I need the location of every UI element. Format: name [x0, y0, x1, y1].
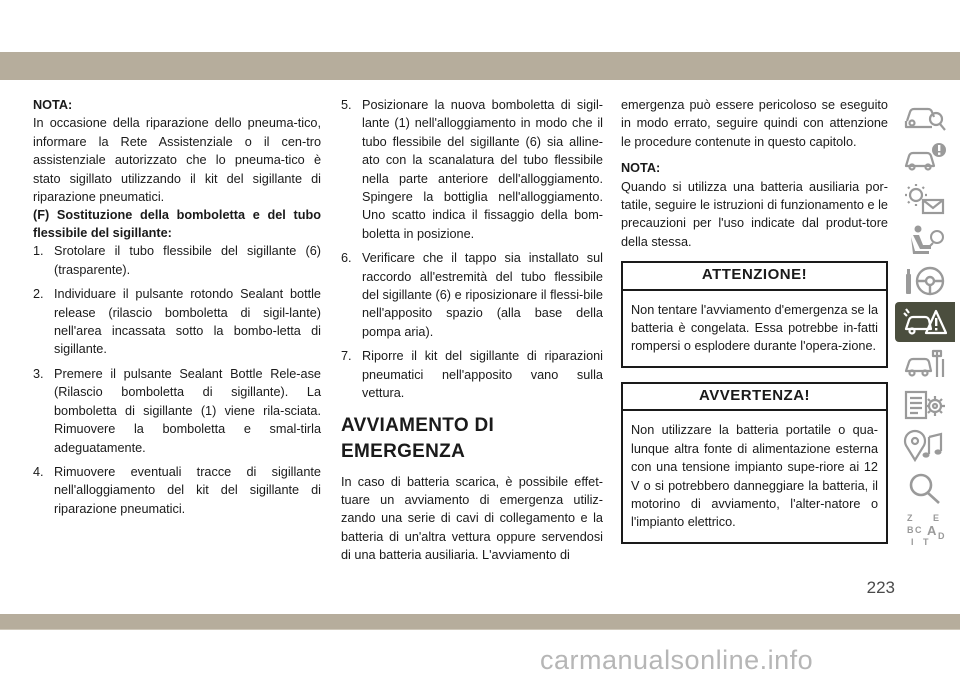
tab-specs[interactable] — [895, 385, 955, 425]
avvertenza-text: Non utilizzare la batteria portatile o qua-lunque altra fonte di alimentazione esterna con una tensione impianto supe-riore ai 12 V o si potrebbero danneggiare la batteria, il motorino di avviamento, l'alter-natore o l'impianto elettrico. — [631, 423, 878, 530]
emergency-car-icon — [903, 305, 947, 339]
tab-steering-wheel[interactable] — [895, 261, 955, 301]
car-tools-icon — [903, 347, 947, 381]
steps-list-2 — [341, 96, 603, 403]
index-letter: Z — [907, 512, 913, 523]
index-letter: C — [915, 524, 922, 535]
tab-search[interactable] — [895, 468, 955, 508]
top-margin — [0, 0, 960, 52]
tab-car-tools[interactable] — [895, 344, 955, 384]
index-letter: D — [938, 530, 945, 541]
nota-text: Quando si utilizza una batteria ausiliaria por-tatile, seguire le istruzioni di funzionamento e le precauzioni per l'uso indicate dal produt-tore della stessa. — [621, 179, 888, 249]
section-title-avviamento: AVVIAMENTO DI EMERGENZA — [341, 414, 495, 462]
nota-label: NOTA: — [621, 161, 661, 176]
column-left — [33, 96, 321, 524]
chapter-sidebar — [895, 96, 960, 550]
column-middle — [341, 96, 603, 565]
step-item: 5. Posizionare la nuova bomboletta di sigil-lante (1) nell'alloggiamento in modo che il tubo flessibile del sigillante (6) sia alline-ato con la scanalatura del tubo flessibile nella parte anteriore dell'alloggiamento. Spingere la bottiglia nell'alloggiamento. Uno scatto indica il fissaggio della bom-boletta in posizione. — [341, 98, 603, 241]
intro-text: In caso di batteria scarica, è possibile effet-tuare un avviamento di emergenza utiliz-zando una serie di cavi di collegamento e la batteria di un'altra vettura oppure servendosi di una batteria ausiliaria. L'avviamento di — [341, 474, 603, 563]
index-letter: E — [933, 512, 940, 523]
step-item: 1. Srotolare il tubo flessibile del sigillante (6) (trasparente). — [33, 244, 321, 277]
index-letter: A — [927, 522, 937, 538]
step-item: 6. Verificare che il tappo sia installato sul raccordo all'estremità del tubo flessibile del sigillante (6) e riposizionare il flessi-bile nell'apposito spazio (alla base della pompa aria). — [341, 251, 603, 339]
attenzione-title: ATTENZIONE! — [623, 263, 886, 290]
tab-car-info[interactable] — [895, 137, 955, 177]
steps-list-1 — [33, 242, 321, 518]
airbag-seat-icon — [903, 223, 947, 257]
step-item: 4. Rimuovere eventuali tracce di sigillante nell'alloggiamento del kit del sigillante di riparazione pneumatici. — [33, 464, 321, 516]
tab-emergency[interactable] — [895, 302, 955, 342]
car-info-icon — [903, 140, 947, 174]
avvertenza-box — [621, 382, 888, 544]
attenzione-box — [621, 261, 888, 368]
specs-gear-icon — [903, 388, 947, 422]
page-number: 223 — [866, 578, 895, 597]
continued-text: emergenza può essere pericoloso se eseguito in modo errato, seguire quindi con attenzione le procedure contenute in questo capitolo. — [621, 98, 888, 149]
index-letter: T — [923, 536, 929, 547]
search-icon — [903, 471, 947, 505]
step-item: 2. Individuare il pulsante rotondo Sealant bottle release (rilascio bomboletta di sigil-lante) nell'area incassata sotto la bombo-letta di sigillante. — [33, 287, 321, 357]
watermark: carmanualsonline.info — [540, 645, 814, 675]
header-bar — [0, 52, 960, 80]
index-letter: I — [911, 536, 914, 547]
nota-label: NOTA: — [33, 98, 73, 112]
steering-wheel-icon — [903, 264, 947, 298]
index-letters-icon — [903, 511, 947, 547]
nota-text: In occasione della riparazione dello pneuma-tico, informare la Rete Assistenziale o il cen-tro assistenziale autorizzato che lo pneuma-tico è stato sigillato utilizzando il kit del sigillante di riparazione pneumatici. — [33, 116, 321, 205]
tab-warning-lights[interactable] — [895, 179, 955, 219]
tab-multimedia[interactable] — [895, 426, 955, 466]
footer-line — [0, 629, 960, 630]
car-search-icon — [903, 99, 947, 133]
index-letter: B — [907, 524, 914, 535]
subhead-sostituzione: (F) Sostituzione della bomboletta e del tubo flessibile del sigillante: — [33, 208, 321, 241]
avvertenza-title: AVVERTENZA! — [623, 384, 886, 411]
footer-bar — [0, 614, 960, 629]
attenzione-text: Non tentare l'avviamento d'emergenza se la batteria è congelata. Essa potrebbe in-fatti rompersi o esplodere durante l'opera-zione. — [631, 302, 878, 354]
tab-airbag-seat[interactable] — [895, 220, 955, 260]
step-item: 7. Riporre il kit del sigillante di riparazioni pneumatici nell'apposito vano sulla vettura. — [341, 349, 603, 401]
tab-car-search[interactable] — [895, 96, 955, 136]
warning-lights-icon — [903, 182, 947, 216]
column-right — [621, 96, 888, 558]
multimedia-icon — [903, 429, 947, 463]
tab-index[interactable] — [895, 509, 955, 549]
step-item: 3. Premere il pulsante Sealant Bottle Rele-ase (Rilascio bomboletta di sigillante). La bomboletta di sigillante (1) viene rila-sciata. Rimuovere la bomboletta e smal-tirla adeguatamente. — [33, 366, 321, 455]
